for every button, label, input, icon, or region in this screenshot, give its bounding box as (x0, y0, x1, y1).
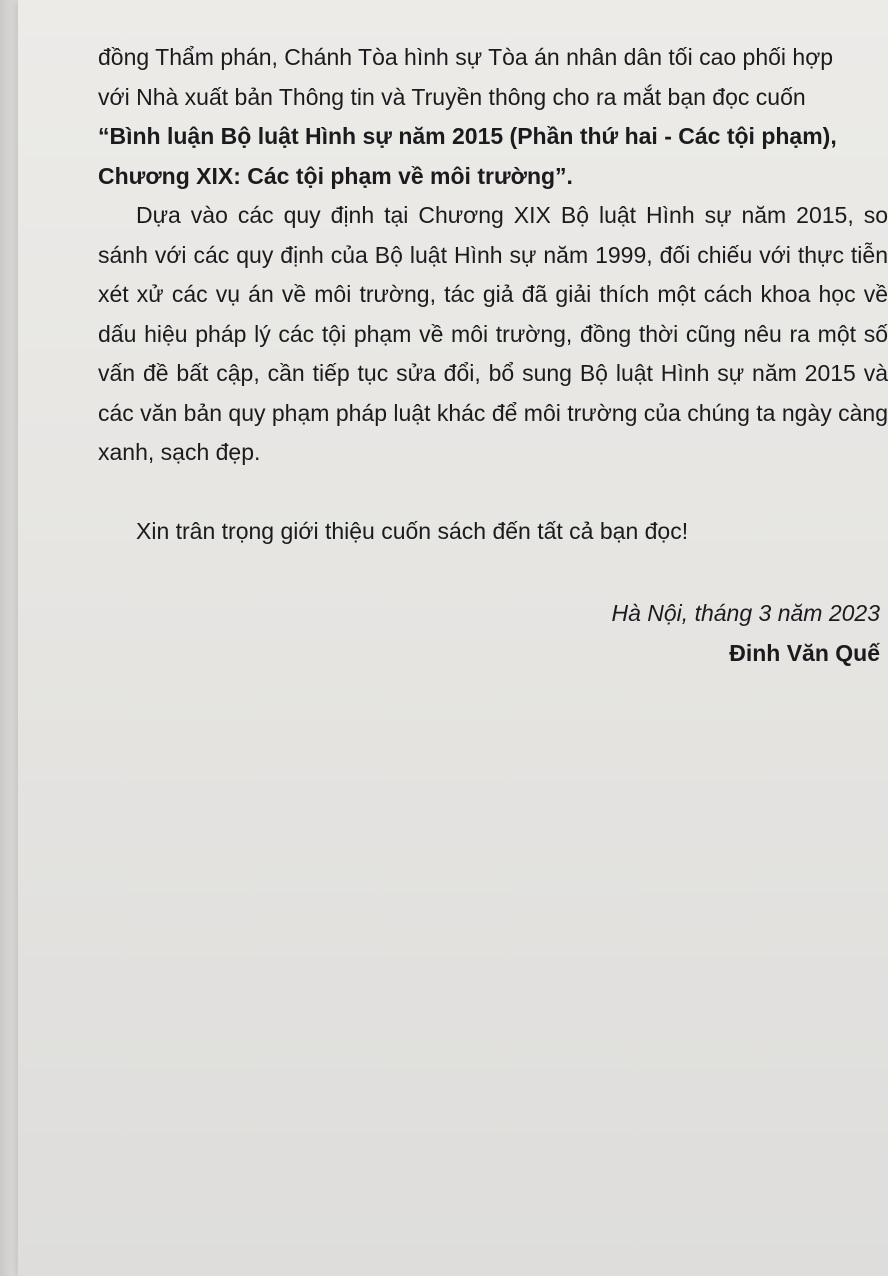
spacer (98, 473, 888, 512)
place-date: Hà Nội, tháng 3 năm 2023 (611, 600, 880, 626)
book-page (18, 0, 888, 1276)
author-signature: Đinh Văn Quế (729, 639, 880, 666)
page-text (98, 38, 888, 673)
text-line-1: đồng Thẩm phán, Chánh Tòa hình sự Tòa án nhân dân tối cao phối hợp (98, 44, 834, 70)
greeting-line: Xin trân trọng giới thiệu cuốn sách đến tất cả bạn đọc! (136, 517, 689, 544)
book-title-line-2: Chương XIX: Các tội phạm về môi trường”. (98, 162, 573, 189)
spacer (98, 551, 888, 590)
page-edge (0, 0, 18, 1276)
summary-paragraph: Dựa vào các quy định tại Chương XIX Bộ luật Hình sự năm 2015, so sánh với các quy định của Bộ luật Hình sự năm 1999, đối chiếu với thực tiễn xét xử các vụ án về môi trường, tác giả đã giải thích một cách khoa học về dấu hiệu pháp lý các tội phạm về môi trường, đồng thời cũng nêu ra một số vấn đề bất cập, cần tiếp tục sửa đổi, bổ sung Bộ luật Hình sự năm 2015 và các văn bản quy phạm pháp luật khác để môi trường của chúng ta ngày càng xanh, sạch đẹp. (98, 202, 888, 465)
book-title-line-1: “Bình luận Bộ luật Hình sự năm 2015 (Phần thứ hai - Các tội phạm), (98, 123, 837, 149)
text-line-2: với Nhà xuất bản Thông tin và Truyền thông cho ra mắt bạn đọc cuốn (98, 83, 806, 110)
